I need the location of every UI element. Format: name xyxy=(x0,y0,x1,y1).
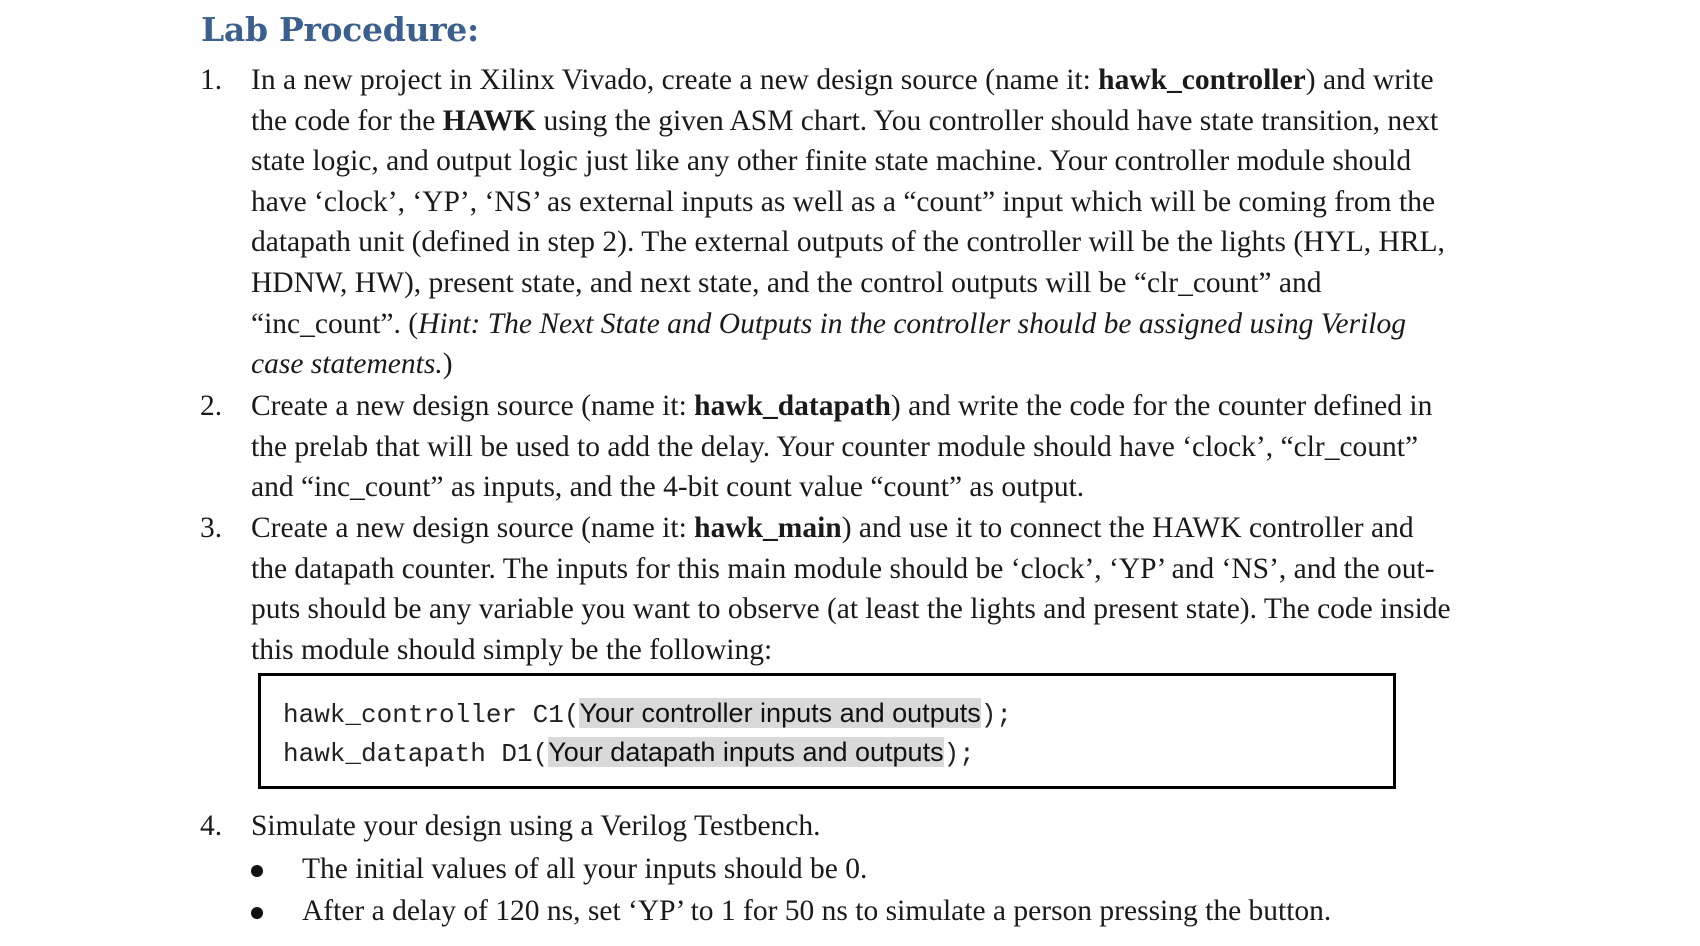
bullet-dot-icon xyxy=(251,907,263,919)
step-number: 3. xyxy=(200,512,223,544)
hawk-bold: HAWK xyxy=(442,104,537,137)
placeholder-highlight: Your controller inputs and outputs xyxy=(579,698,981,728)
step-4-body xyxy=(251,806,1510,847)
code-line-2: hawk_datapath D1(Your datapath inputs and outputs); xyxy=(283,737,975,769)
hint-text: Hint: The Next State and Outputs in the controller should be assigned using Verilog xyxy=(418,307,1406,340)
step-1-line-4: have ‘clock’, ‘YP’, ‘NS’ as external inputs as well as a “count” input which will be coming from the xyxy=(251,185,1436,218)
step-3-line-2: the datapath counter. The inputs for this main module should be ‘clock’, ‘YP’ and ‘NS’, and the out- xyxy=(251,552,1435,585)
step-1-line-7: “inc_count”. (Hint: The Next State and Outputs in the controller should be assigned using Verilog xyxy=(251,307,1406,340)
step-1-line-2: the code for the HAWK using the given ASM chart. You controller should have state transition, next xyxy=(251,104,1439,137)
module-name-controller: hawk_controller xyxy=(1098,64,1306,96)
placeholder-highlight: Your datapath inputs and outputs xyxy=(548,737,944,767)
step-1-line-3: state logic, and output logic just like any other finite state machine. Your controller module should xyxy=(251,145,1412,178)
step-1-line-6: HDNW, HW), present state, and next state, and the control outputs will be “clr_count” and xyxy=(251,266,1322,299)
step-3 xyxy=(200,508,1510,670)
step-3-line-3: puts should be any variable you want to observe (at least the lights and present state). The code inside xyxy=(251,593,1451,626)
step-2-line-1: Create a new design source (name it: hawk_datapath) and write the code for the counter defined in xyxy=(251,390,1433,422)
bullet-dot-icon xyxy=(251,865,263,877)
step-1-line-5: datapath unit (defined in step 2). The external outputs of the controller will be the lights (HYL, HRL, xyxy=(251,226,1445,259)
step-number: 2. xyxy=(200,390,223,422)
step-2 xyxy=(200,386,1510,508)
step-4-line-1: Simulate your design using a Verilog Testbench. xyxy=(251,810,821,842)
step-1 xyxy=(200,60,1510,385)
step-3-line-1: Create a new design source (name it: hawk_main) and use it to connect the HAWK controller and xyxy=(251,512,1414,544)
bullet-item: The initial values of all your inputs should be 0. xyxy=(251,849,867,889)
step-1-body xyxy=(251,60,1510,385)
code-box xyxy=(258,673,1396,789)
step-1-line-1: In a new project in Xilinx Vivado, create a new design source (name it: hawk_controller) and write xyxy=(251,64,1434,96)
step-2-line-2: the prelab that will be used to add the delay. Your counter module should have ‘clock’, “clr_count” xyxy=(251,430,1419,463)
step-2-line-3: and “inc_count” as inputs, and the 4-bit count value “count” as output. xyxy=(251,471,1085,504)
section-heading: Lab Procedure: xyxy=(201,10,479,49)
step-1-line-8: case statements.) xyxy=(251,348,453,381)
step-4 xyxy=(200,806,1510,847)
module-name-main: hawk_main xyxy=(694,512,842,544)
step-number: 1. xyxy=(200,64,223,96)
step-3-body xyxy=(251,508,1510,670)
step-3-line-4: this module should simply be the following: xyxy=(251,633,773,666)
code-line-1: hawk_controller C1(Your controller inputs and outputs); xyxy=(283,698,1012,730)
module-name-datapath: hawk_datapath xyxy=(694,390,891,422)
step-2-body xyxy=(251,386,1510,508)
step-number: 4. xyxy=(200,810,223,842)
bullet-item: After a delay of 120 ns, set ‘YP’ to 1 for 50 ns to simulate a person pressing the button. xyxy=(251,891,1331,931)
